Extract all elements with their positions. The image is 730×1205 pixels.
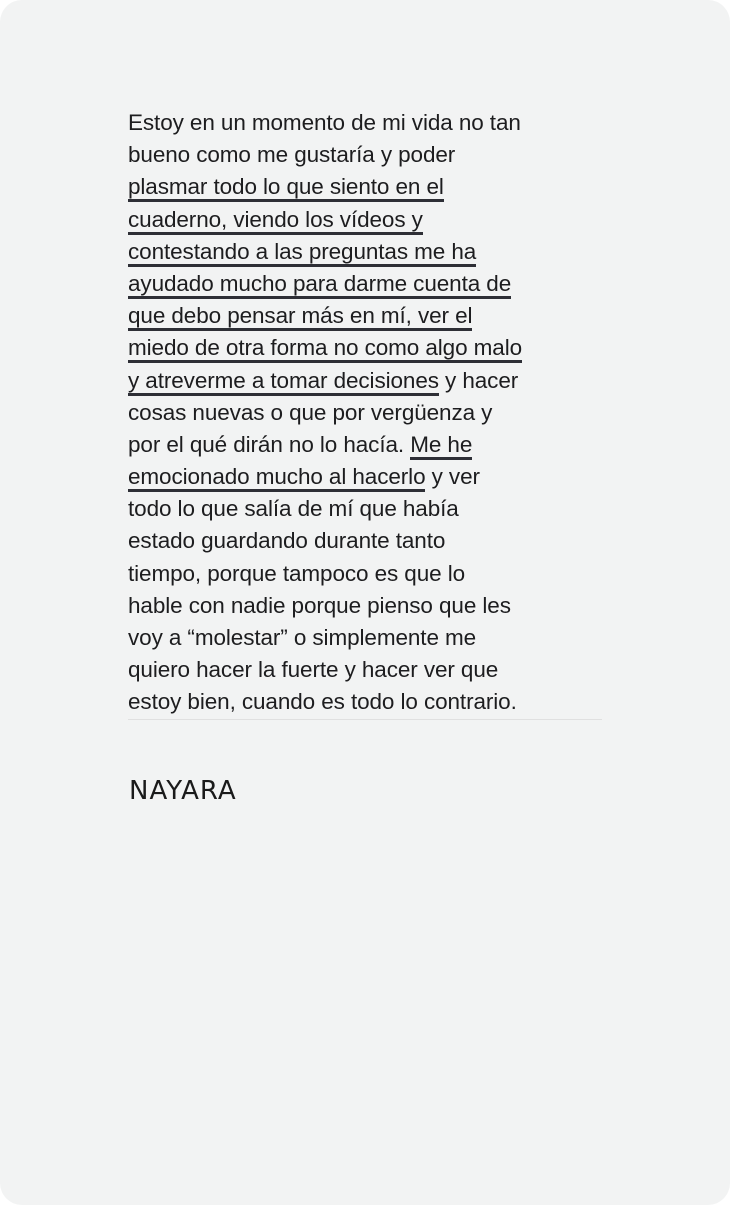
underlined-text: plasmar todo lo que siento en el	[128, 174, 444, 202]
testimonial-text	[128, 105, 602, 720]
text-segment: cosas nuevas o que por vergüenza y	[128, 399, 493, 425]
underlined-text: y atreverme a tomar decisiones	[128, 368, 439, 396]
text-line	[128, 491, 602, 523]
author-name: NAYARA	[129, 776, 237, 806]
text-segment: hable con nadie porque pienso que les	[128, 592, 511, 618]
text-line	[128, 427, 602, 459]
text-line	[128, 684, 602, 716]
text-segment: estado guardando durante tanto	[128, 528, 446, 554]
text-line	[128, 556, 602, 588]
text-line	[128, 330, 602, 362]
underlined-text: cuaderno, viendo los vídeos y	[128, 207, 423, 235]
text-segment: quiero hacer la fuerte y hacer ver que	[128, 657, 499, 683]
text-line	[128, 395, 602, 427]
text-segment: y ver	[425, 464, 480, 490]
text-segment: por el qué dirán no lo hacía.	[128, 431, 411, 457]
text-line	[128, 588, 602, 620]
underlined-text: contestando a las preguntas me ha	[128, 239, 476, 267]
text-line	[128, 620, 602, 652]
underlined-text: que debo pensar más en mí, ver el	[128, 303, 472, 331]
text-segment: todo lo que salía de mí que había	[128, 496, 459, 522]
underlined-text: emocionado mucho al hacerlo	[128, 464, 425, 492]
text-line	[128, 363, 602, 395]
text-segment: tiempo, porque tampoco es que lo	[128, 560, 466, 586]
text-line	[128, 234, 602, 266]
text-segment: estoy bien, cuando es todo lo contrario.	[128, 689, 517, 715]
text-line	[128, 652, 602, 684]
text-segment: Estoy en un momento de mi vida no tan	[128, 110, 521, 135]
text-line	[128, 202, 602, 234]
underlined-text: miedo de otra forma no como algo malo	[128, 335, 522, 363]
text-line	[128, 298, 602, 330]
text-segment: voy a “molestar” o simplemente me	[128, 625, 477, 650]
text-line	[128, 266, 602, 298]
text-line	[128, 137, 602, 169]
text-segment: y hacer	[438, 367, 519, 393]
text-line	[128, 169, 602, 201]
underlined-text: ayudado mucho para darme cuenta de	[128, 271, 511, 299]
text-segment: bueno como me gustaría y poder	[128, 142, 456, 168]
text-line	[128, 523, 602, 555]
text-line	[128, 459, 602, 491]
text-line	[128, 105, 602, 137]
underlined-text: Me he	[410, 432, 472, 460]
